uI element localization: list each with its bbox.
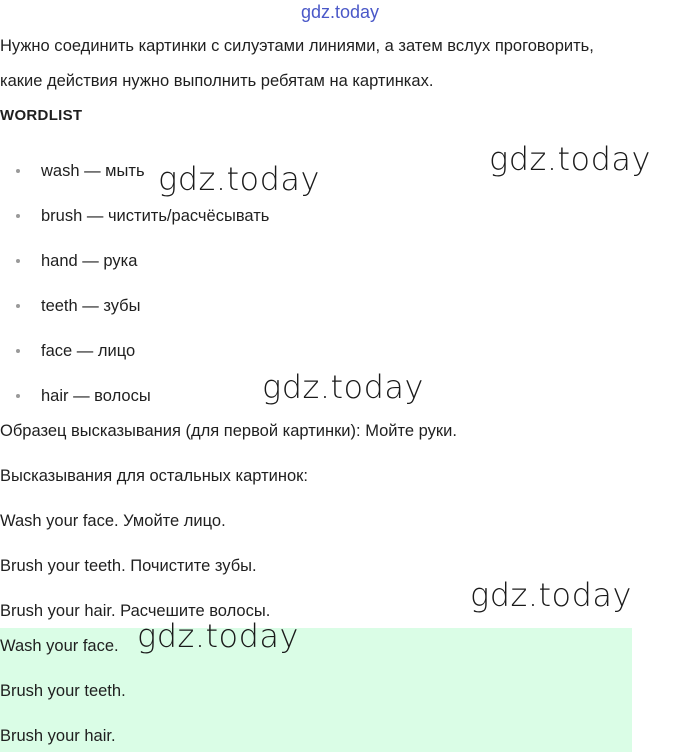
statement-3: Brush your hair. Расчешите волосы. xyxy=(0,602,271,620)
list-item: face — лицо xyxy=(16,341,135,361)
bullet-icon xyxy=(16,169,20,173)
answer-2: Brush your teeth. xyxy=(0,682,126,700)
site-title[interactable]: gdz.today xyxy=(300,2,380,22)
others-heading: Высказывания для остальных картинок: xyxy=(0,467,308,485)
sample-statement: Образец высказывания (для первой картинки): Мойте руки. xyxy=(0,422,457,440)
watermark: gdz.today xyxy=(489,140,651,178)
list-item: wash — мыть xyxy=(16,161,145,181)
list-item: hair — волосы xyxy=(16,386,151,406)
statement-1: Wash your face. Умойте лицо. xyxy=(0,512,226,530)
answer-1: Wash your face. xyxy=(0,637,119,655)
intro-line-2: какие действия нужно выполнить ребятам на картинках. xyxy=(0,72,434,90)
bullet-icon xyxy=(16,394,20,398)
list-item: teeth — зубы xyxy=(16,296,141,316)
list-item: brush — чистить/расчёсывать xyxy=(16,206,269,226)
bullet-icon xyxy=(16,259,20,263)
watermark: gdz.today xyxy=(137,617,299,655)
wordlist-heading: WORDLIST xyxy=(0,107,83,124)
intro-line-1: Нужно соединить картинки с силуэтами линиями, а затем вслух проговорить, xyxy=(0,37,594,55)
answer-3: Brush your hair. xyxy=(0,727,116,745)
bullet-icon xyxy=(16,304,20,308)
statement-2: Brush your teeth. Почистите зубы. xyxy=(0,557,257,575)
watermark: gdz.today xyxy=(158,160,320,198)
watermark: gdz.today xyxy=(262,368,424,406)
bullet-icon xyxy=(16,214,20,218)
bullet-icon xyxy=(16,349,20,353)
list-item: hand — рука xyxy=(16,251,137,271)
watermark: gdz.today xyxy=(470,576,632,614)
